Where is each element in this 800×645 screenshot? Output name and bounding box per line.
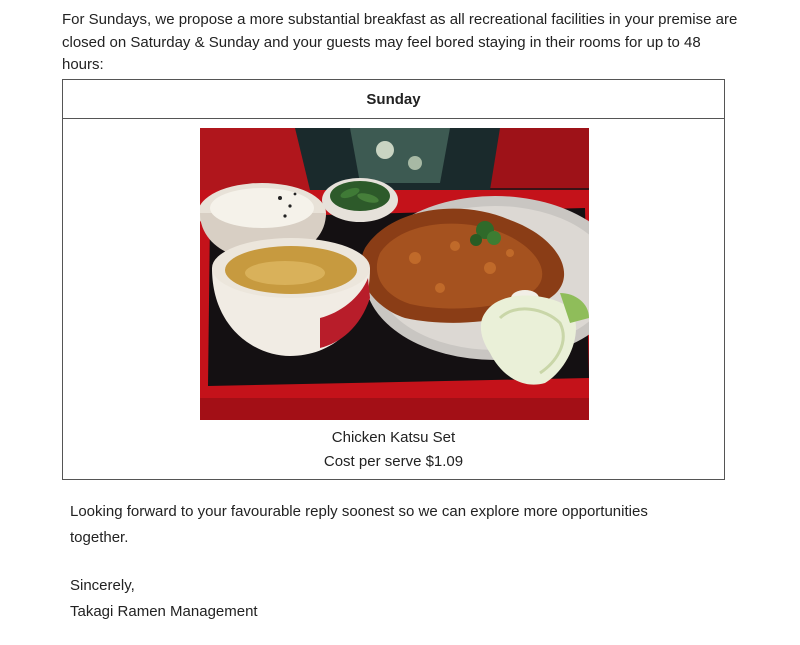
menu-day-header bbox=[63, 80, 724, 119]
sender-name: Takagi Ramen Management bbox=[70, 603, 258, 620]
food-photo bbox=[200, 128, 589, 420]
closing-paragraph: Looking forward to your favourable reply soonest so we can explore more opportunities together. bbox=[70, 503, 648, 546]
salutation: Sincerely, bbox=[70, 577, 135, 594]
menu-item-cost: Cost per serve $1.09 bbox=[323, 453, 464, 470]
intro-paragraph: For Sundays, we propose a more substantial breakfast as all recreational facilities in your premise are closed on Saturday & Sunday and your guests may feel bored staying in their rooms for up to 48 hours: bbox=[62, 11, 738, 73]
menu-day-label: Sunday bbox=[366, 90, 421, 108]
menu-item-name: Chicken Katsu Set bbox=[331, 429, 456, 446]
menu-table bbox=[62, 79, 725, 480]
